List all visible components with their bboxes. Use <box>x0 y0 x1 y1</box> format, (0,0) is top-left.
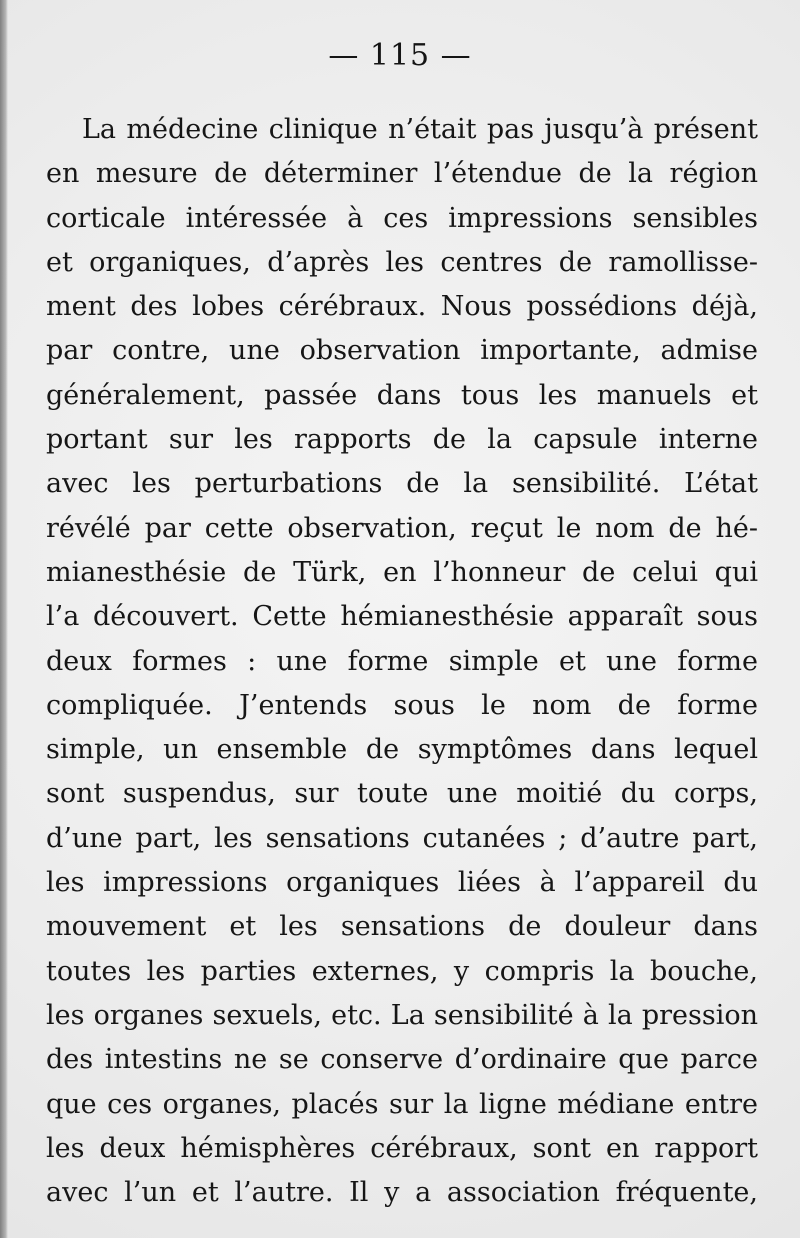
body-text <box>46 108 758 1215</box>
text-line: compliquée. J’entends sous le nom de forme <box>46 689 758 721</box>
text-line: ment des lobes cérébraux. Nous possédions déjà, <box>46 291 758 323</box>
text-line: La médecine clinique n’était pas jusqu’à présent <box>82 114 758 145</box>
text-line: avec l’un et l’autre. Il y a association fréquente, <box>46 1177 758 1209</box>
text-line: avec les perturbations de la sensibilité. L’état <box>46 468 758 500</box>
text-line: les impressions organiques liées à l’appareil du <box>46 867 758 899</box>
text-line: l’a découvert. Cette hémianesthésie apparaît sous <box>46 601 758 633</box>
text-line: portant sur les rapports de la capsule interne <box>46 424 758 456</box>
text-line: les organes sexuels, etc. La sensibilité à la pression <box>46 999 758 1031</box>
text-line: mouvement et les sensations de douleur dans <box>46 911 758 943</box>
text-line: toutes les parties externes, y compris la bouche, <box>46 955 758 987</box>
text-line: sont suspendus, sur toute une moitié du corps, <box>46 778 758 810</box>
text-line: que ces organes, placés sur la ligne médiane entre <box>46 1088 758 1120</box>
page-edge-shadow <box>0 0 8 1238</box>
text-line: généralement, passée dans tous les manuels et <box>46 379 758 411</box>
text-line: corticale intéressée à ces impressions sensibles <box>46 202 758 234</box>
text-line: des intestins ne se conserve d’ordinaire que parce <box>46 1044 758 1076</box>
page-number: — 115 — <box>328 38 472 73</box>
text-line: les deux hémisphères cérébraux, sont en rapport <box>46 1132 758 1164</box>
text-line: en mesure de déterminer l’étendue de la région <box>46 158 758 190</box>
text-line: et organiques, d’après les centres de ramollisse- <box>46 246 758 278</box>
text-line: mianesthésie de Türk, en l’honneur de celui qui <box>46 556 758 588</box>
text-line: deux formes : une forme simple et une forme <box>46 645 758 677</box>
text-line: révélé par cette observation, reçut le nom de hé- <box>46 512 758 544</box>
text-line: simple, un ensemble de symptômes dans lequel <box>46 734 758 766</box>
text-line: par contre, une observation importante, admise <box>46 335 758 367</box>
text-line: d’une part, les sensations cutanées ; d’autre part, <box>46 822 758 854</box>
